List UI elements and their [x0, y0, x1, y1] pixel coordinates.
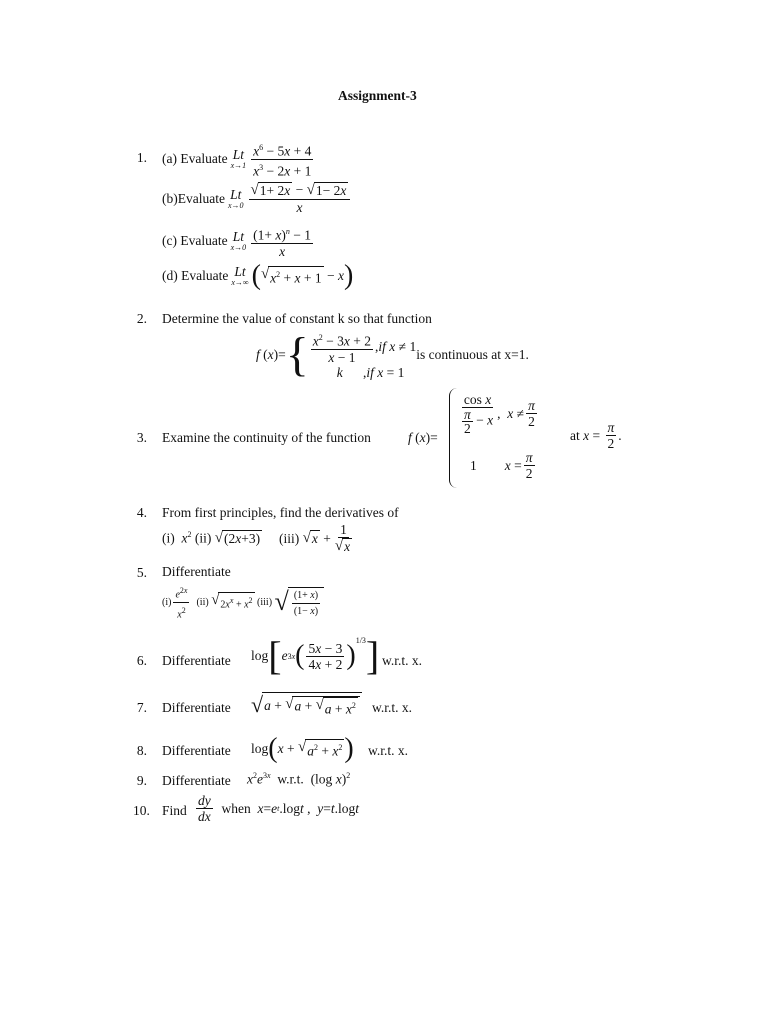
question-1d: (d) Evaluate Lt x→∞ ( √ $x^2 + x + 1$ − x ) — [162, 260, 354, 291]
question-1a — [162, 140, 315, 178]
question-5-text: Differentiate — [162, 564, 231, 579]
question-9-tail: w.r.t. — [277, 771, 304, 787]
question-number-10: 10. — [133, 803, 150, 818]
question-9-text: Differentiate — [162, 773, 231, 788]
question-number-4: 4. — [136, 505, 147, 520]
q3-fx: f (x)= — [408, 430, 438, 445]
question-9-expr: $x^2e^{3x}$ w.r.t. (log x)$^2$ — [247, 771, 351, 787]
q3-at-label: at — [570, 427, 580, 443]
question-1b — [162, 182, 352, 215]
question-number-6: 6. — [136, 653, 147, 668]
question-2-tail: is continuous at x=1. — [416, 347, 529, 363]
q1a-fraction: $\frac{x^6 - 5x + 4}{x^3 - 2x + 1}$ — [251, 140, 313, 178]
q1c-fraction: $\frac{(1+ x)^n - 1}{x}$ — [251, 224, 313, 259]
q1c-label: (c) Evaluate — [162, 233, 228, 249]
question-10-text: Find — [162, 803, 187, 818]
limit-operator: Lt x→∞ — [231, 264, 249, 287]
question-number-7: 7. — [136, 700, 147, 715]
question-number-1: 1. — [136, 150, 147, 165]
question-4-parts: (i) $x^2$ (ii) √ (2x+3) (iii) √ x + 1 √ x — [162, 522, 351, 555]
q1d-label: (d) Evaluate — [162, 268, 229, 283]
limit-operator: Lt x→0 — [230, 229, 247, 253]
question-6-text: Differentiate — [162, 653, 231, 668]
q3-case2: 1 x = $\frac{\pi}{2}$ — [470, 450, 533, 481]
question-5-parts: (i) $\frac{e^{2x}}{x^2}$ (ii) √ $2x^x + x^2$ (iii) √ $\frac{(1+ x)}{(1- x)}$ — [162, 583, 324, 623]
question-3-text: Examine the continuity of the function — [162, 430, 371, 445]
question-number-5: 5. — [136, 565, 147, 580]
limit-operator: Lt x→0 — [227, 186, 244, 210]
question-8-tail: w.r.t. x. — [368, 743, 408, 758]
question-7-text: Differentiate — [162, 700, 231, 715]
question-number-9: 9. — [136, 773, 147, 788]
q3-brace — [449, 388, 458, 488]
question-1c — [162, 224, 315, 259]
q1b-fraction: √ 1+ 2x − √ 1− 2x x — [249, 182, 351, 215]
question-10-when: when — [221, 800, 251, 816]
question-6-tail: w.r.t. x. — [382, 653, 422, 668]
question-7-tail: w.r.t. x. — [372, 700, 412, 715]
page-title: Assignment-3 — [338, 88, 417, 103]
question-4-text: From first principles, find the derivatives of — [162, 505, 399, 520]
question-7-expr: √ a + √ a + √ $a + x^2$ — [251, 692, 362, 719]
q1a-label: (a) Evaluate — [162, 151, 228, 166]
question-8-text: Differentiate — [162, 743, 231, 758]
limit-operator: Lt x→1 — [230, 147, 247, 170]
question-8-expr: log ( x + √ $a^2 + x^2$ ) — [251, 733, 354, 764]
q1b-label: (b)Evaluate — [162, 190, 225, 206]
question-6-expr: log [ e 3x ( $\frac{5x - 3}{4x + 2}$ ) $^{1/3}$ ] — [251, 633, 380, 678]
question-number-2: 2. — [136, 311, 147, 326]
q3-case1: cos x $\frac{\pi}{2}$ − x , x ≠ $\frac{\pi}{2}$ — [463, 392, 535, 436]
question-number-3: 3. — [136, 430, 147, 445]
question-2-function: f ( x )= { $\frac{x^2 - 3x + 2}{x - 1}$ , if x ≠ 1 k ,if x = 1 is continuous at x=1. — [256, 328, 529, 382]
question-2-text: Determine the value of constant k so that function — [162, 311, 432, 326]
question-10-expr: $\frac{dy}{dx}$ when x = e t .log t , y = t .log t — [198, 793, 360, 824]
question-number-8: 8. — [136, 743, 147, 758]
q3-at-point: at x = $\frac{\pi}{2}$ . — [570, 420, 622, 451]
